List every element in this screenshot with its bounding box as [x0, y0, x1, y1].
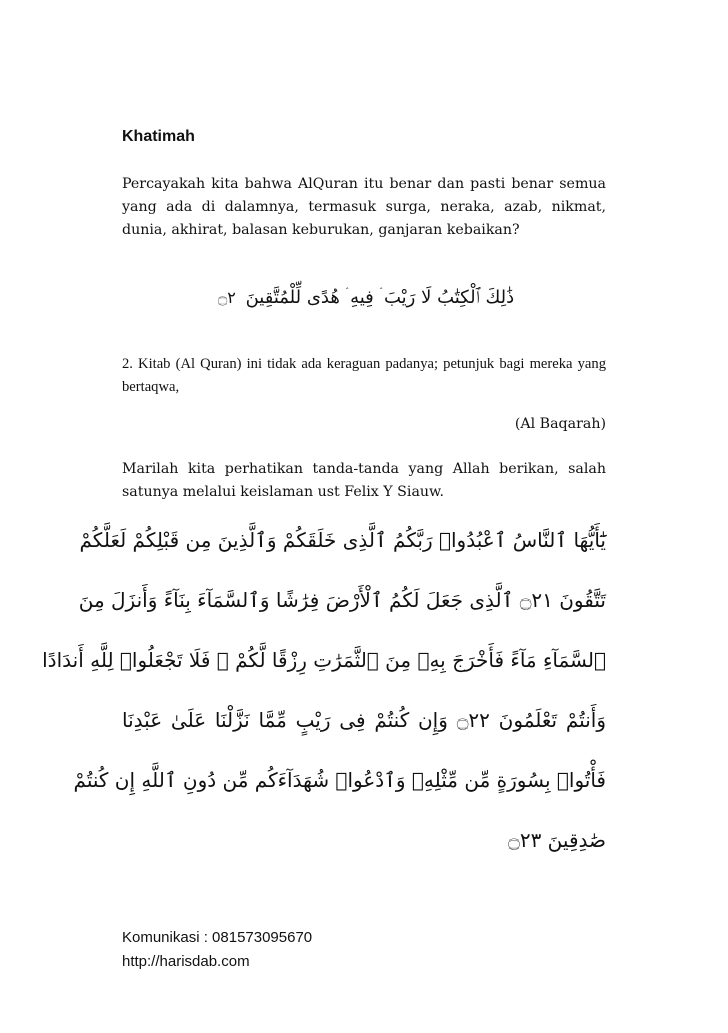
reflection-paragraph: Marilah kita perhatikan tanda-tanda yang Allah berikan, salah satunya melalui keislaman ust Felix Y Siauw.: [122, 461, 606, 500]
ayah-line: فَأْتُوا۟ بِسُورَةٍ مِّن مِّثْلِهِۦ وَٱدْعُوا۟ شُهَدَآءَكُم مِّن دُونِ ٱللَّهِ إِن كُنتُمْ: [73, 768, 606, 792]
contact-phone: Komunikasi : 081573095670: [122, 929, 313, 946]
ayah-text: ذَٰلِكَ ٱلْكِتَٰبُ لَا رَيْبَ ۛ فِيهِ ۛ هُدًى لِّلْمُتَّقِينَ: [245, 287, 515, 308]
ayah-passage: [42, 520, 606, 880]
ayah-line: يَٰٓأَيُّهَا ٱلنَّاسُ ٱعْبُدُوا۟ رَبَّكُمُ ٱلَّذِى خَلَقَكُمْ وَٱلَّذِينَ مِن قَبْلِكُمْ لَعَلَّكُمْ: [79, 528, 606, 552]
ayah-al-baqarah-2: [122, 287, 606, 308]
intro-paragraph: Percayakah kita bahwa AlQuran itu benar dan pasti benar semua yang ada di dalamnya, termasuk surga, neraka, azab, nikmat, dunia, akhirat, balasan keburukan, ganjaran kebaikan?: [122, 176, 606, 238]
ayah-number-marker: ۝٢: [217, 288, 236, 307]
footer: [122, 926, 312, 974]
ayah-line: ٱلسَّمَآءِ مَآءً فَأَخْرَجَ بِهِۦ مِنَ ٱلثَّمَرَٰتِ رِزْقًا لَّكُمْ ۖ فَلَا تَجْعَلُوا۟ لِلَّهِ أَندَادًا: [42, 648, 606, 672]
surah-source: (Al Baqarah): [514, 416, 606, 432]
ayah-line: وَأَنتُمْ تَعْلَمُونَ ۝٢٢ وَإِن كُنتُمْ فِى رَيْبٍ مِّمَّا نَزَّلْنَا عَلَىٰ عَبْدِنَا: [122, 708, 606, 732]
ayah-translation: 2. Kitab (Al Quran) ini tidak ada keraguan padanya; petunjuk bagi mereka yang bertaqwa,: [122, 356, 606, 395]
ayah-line: تَتَّقُونَ ۝٢١ ٱلَّذِى جَعَلَ لَكُمُ ٱلْأَرْضَ فِرَٰشًا وَٱلسَّمَآءَ بِنَآءً وَأَنزَلَ مِنَ: [78, 588, 606, 612]
section-heading: Khatimah: [122, 128, 195, 145]
ayah-line: صَٰدِقِينَ ۝٢٣: [508, 828, 606, 852]
document-page: [42, 0, 606, 1033]
website-url: http://harisdab.com: [122, 953, 250, 970]
